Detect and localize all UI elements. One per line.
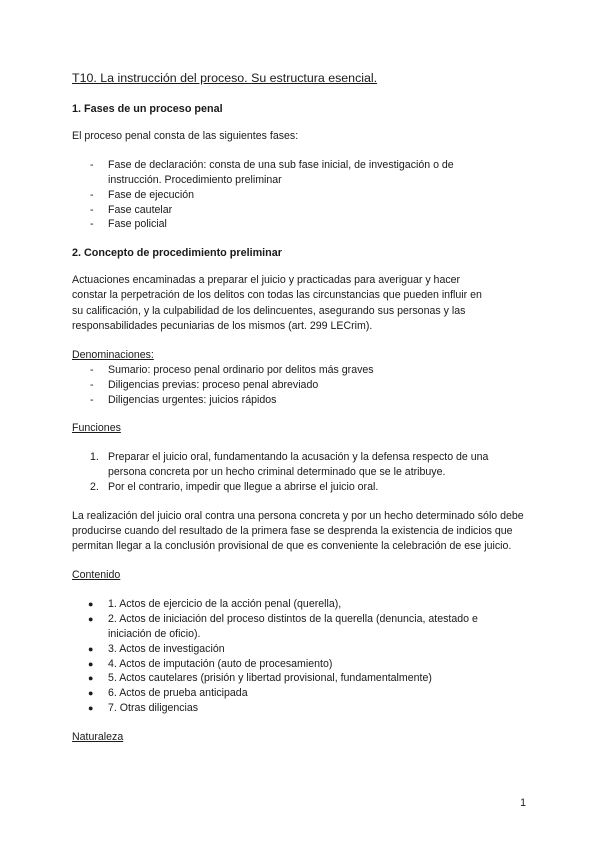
denominaciones-list: [72, 363, 542, 407]
funciones-list: [72, 450, 542, 494]
section-2-paragraph-2: La realización del juicio oral contra una persona concreta y por un hecho determinado sólo debe producirse cuando del resultado de la primera fase se desprenda la existencia de indicios que permitan llegar a la conclusión provisional de que es conveniente la celebración de ese juicio.: [72, 509, 524, 553]
list-item: - Diligencias previas: proceso penal abreviado: [90, 378, 319, 391]
list-item: ● 5. Actos cautelares (prisión y libertad provisional, fundamentalmente): [88, 672, 432, 685]
section-2-paragraph: Actuaciones encaminadas a preparar el juicio y practicadas para averiguar y hacer constar la perpetración de los delitos con todas las circunstancias que pueden influir en su calificación, y la culpabilidad de los delincuentes, asegurando sus personas y las responsabilidades pecuniarias de los mismos (art. 299 LECrim).: [72, 274, 482, 332]
section-1-intro: El proceso penal consta de las siguientes fases:: [72, 130, 299, 142]
contenido-list: [72, 597, 542, 715]
list-item: - Fase policial: [90, 218, 167, 231]
denominaciones-label: Denominaciones:: [72, 349, 154, 361]
list-item: - Fase cautelar: [90, 203, 173, 216]
list-item: ● 7. Otras diligencias: [88, 701, 199, 714]
list-item: - Sumario: proceso penal ordinario por delitos más graves: [90, 364, 374, 376]
document-page: [72, 70, 542, 745]
list-item: ● 6. Actos de prueba anticipada: [88, 687, 248, 700]
list-item: ● 4. Actos de imputación (auto de procesamiento): [88, 657, 333, 670]
section-2-heading: 2. Concepto de procedimiento preliminar: [72, 247, 282, 260]
list-item: ● 2. Actos de iniciación del proceso distintos de la querella (denuncia, atestado e iniciación de oficio).: [88, 613, 478, 640]
list-item: ● 1. Actos de ejercicio de la acción penal (querella),: [88, 598, 342, 611]
funciones-label: Funciones: [72, 422, 121, 435]
list-item: - Diligencias urgentes: juicios rápidos: [90, 393, 277, 406]
phases-list: [72, 158, 542, 232]
list-item: - Fase de ejecución: [90, 188, 194, 201]
document-title: T10. La instrucción del proceso. Su estructura esencial.: [72, 71, 378, 85]
list-item: ● 3. Actos de investigación: [88, 642, 225, 655]
section-1-heading: 1. Fases de un proceso penal: [72, 103, 223, 115]
page-number: 1: [520, 797, 526, 809]
list-item: 1. Preparar el juicio oral, fundamentando la acusación y la defensa respecto de una persona concreta por un hecho criminal determinado que se le atribuye.: [90, 451, 489, 479]
naturaleza-label: Naturaleza: [72, 730, 124, 743]
contenido-label: Contenido: [72, 569, 121, 582]
list-item: - Fase de declaración: consta de una sub fase inicial, de investigación o de instrucción. Procedimiento preliminar: [90, 159, 454, 186]
list-item: 2. Por el contrario, impedir que llegue a abrirse el juicio oral.: [90, 480, 379, 493]
